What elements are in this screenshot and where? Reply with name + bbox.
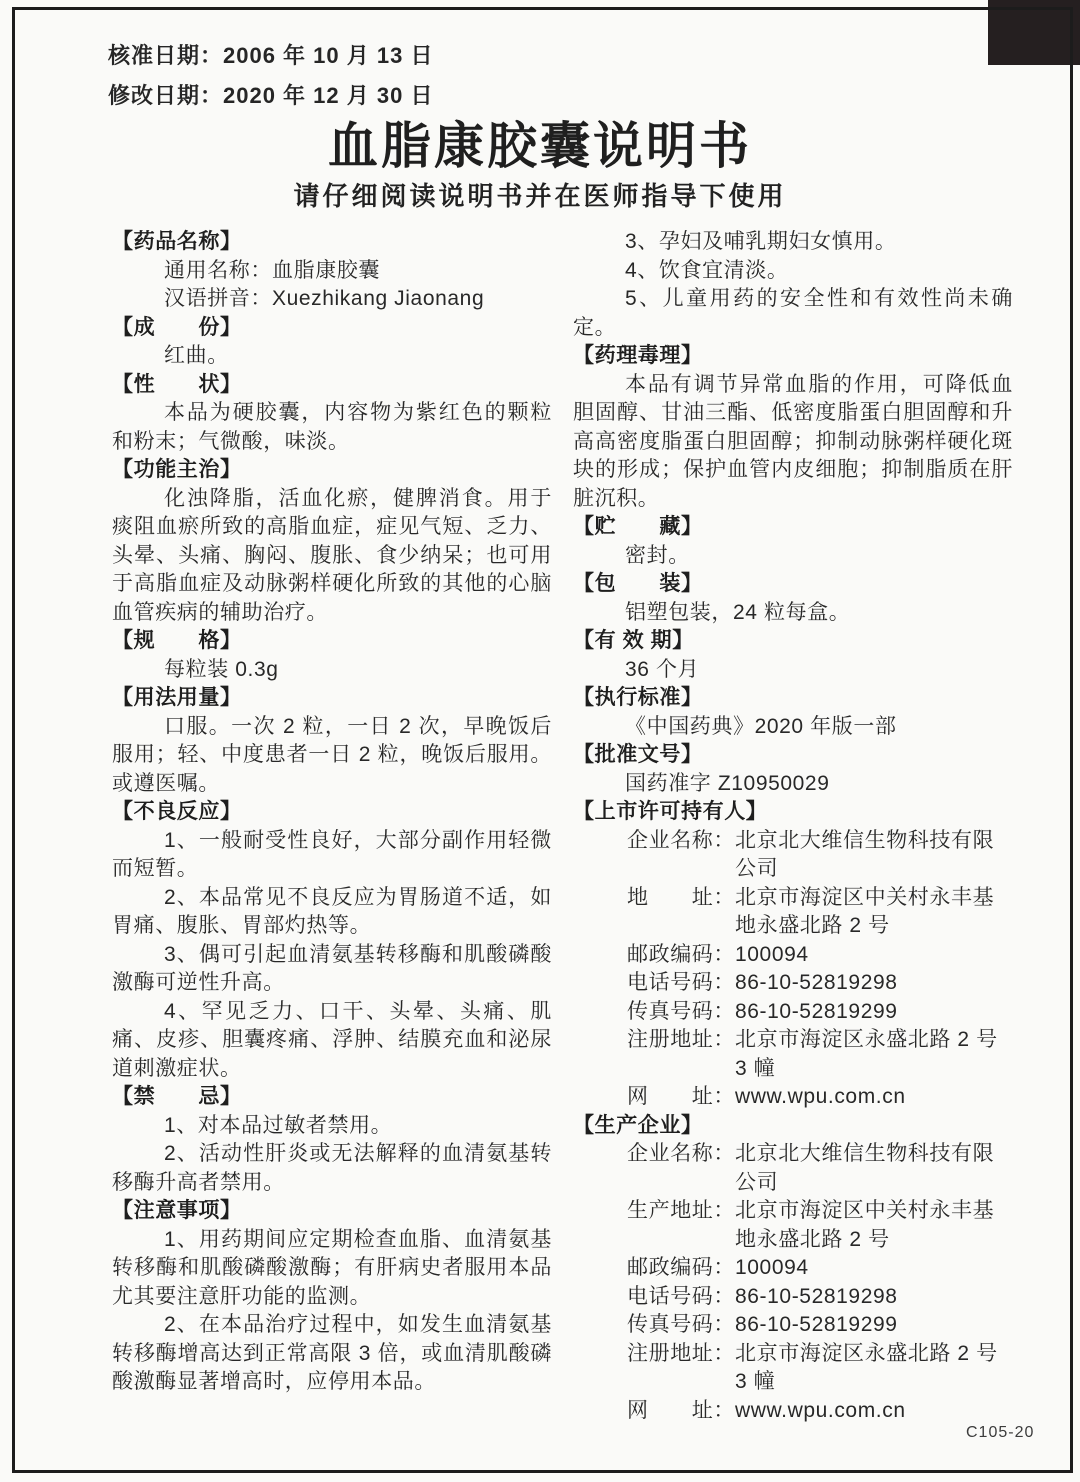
paragraph: 口服。一次 2 粒，一日 2 次，早晚饭后服用；轻、中度患者一日 2 粒，晚饭后服用。或遵医嘱。 — [112, 714, 552, 795]
field-row — [573, 998, 1013, 1027]
section-heading: 【包 装】 — [573, 572, 703, 595]
section-heading: 【贮 藏】 — [573, 515, 703, 538]
paragraph: 国药准字 Z10950029 — [625, 771, 830, 795]
field-label: 电话号码： — [627, 1284, 735, 1308]
section-heading: 【成 份】 — [112, 315, 242, 339]
paragraph: 红曲。 — [164, 344, 229, 367]
left-column — [112, 228, 552, 1397]
field-value: 北京市海淀区中关村永丰基地永盛北路 2 号 — [735, 885, 995, 937]
revision-date: 修改日期：2020 年 12 月 30 日 — [108, 83, 434, 108]
paragraph: 本品有调节异常血脂的作用，可降低血胆固醇、甘油三酯、低密度脂蛋白胆固醇和升高高密度脂蛋白胆固醇；抑制动脉粥样硬化斑块的形成；保护血管内皮细胞；抑制脂质在肝脏沉积。 — [573, 372, 1013, 510]
field-label: 邮政编码： — [627, 1256, 735, 1279]
field-row — [573, 1026, 1013, 1083]
leaflet-body — [112, 228, 1013, 1425]
field-value: 86-10-52819299 — [735, 1313, 898, 1336]
paragraph: 通用名称：血脂康胶囊 — [164, 258, 380, 282]
date-block — [108, 36, 433, 116]
field-row — [573, 969, 1013, 998]
field-value: 86-10-52819298 — [735, 971, 898, 994]
field-label: 生产地址： — [627, 1199, 735, 1222]
field-row — [573, 1254, 1013, 1283]
section-heading: 【上市许可持有人】 — [573, 800, 768, 823]
field-value: 100094 — [735, 1256, 809, 1279]
section-heading: 【药理毒理】 — [573, 344, 703, 367]
paragraph: 每粒装 0.3g — [164, 657, 279, 681]
field-label: 地 址： — [627, 885, 735, 909]
field-row — [573, 1340, 1013, 1397]
paragraph: 3、偶可引起血清氨基转移酶和肌酸磷酸激酶可逆性升高。 — [112, 942, 552, 994]
paragraph: 本品为硬胶囊，内容物为紫红色的颗粒和粉末；气微酸，味淡。 — [112, 401, 552, 453]
paragraph: 5、儿童用药的安全性和有效性尚未确定。 — [573, 287, 1013, 339]
section-heading: 【批准文号】 — [573, 743, 703, 766]
field-row — [573, 1140, 1013, 1197]
right-column — [573, 228, 1013, 1425]
section-heading: 【不良反应】 — [112, 800, 242, 823]
field-row — [573, 1283, 1013, 1312]
section-heading: 【生产企业】 — [573, 1113, 703, 1137]
field-row — [573, 884, 1013, 941]
field-label: 网 址： — [627, 1085, 735, 1108]
field-label: 网 址： — [627, 1398, 735, 1422]
paragraph: 1、一般耐受性良好，大部分副作用轻微而短暂。 — [112, 828, 552, 880]
field-row — [573, 941, 1013, 970]
field-label: 邮政编码： — [627, 942, 735, 966]
section-heading: 【用法用量】 — [112, 686, 242, 709]
paragraph: 4、饮食宜清淡。 — [625, 258, 789, 282]
field-label: 企业名称： — [627, 1142, 735, 1165]
section-heading: 【规 格】 — [112, 629, 242, 652]
paragraph: 4、罕见乏力、口干、头晕、头痛、肌痛、皮疹、胆囊疼痛、浮肿、结膜充血和泌尿道刺激症状。 — [112, 999, 552, 1080]
paragraph: 3、孕妇及哺乳期妇女慎用。 — [625, 230, 897, 253]
field-row — [573, 827, 1013, 884]
section-heading: 【执行标准】 — [573, 686, 703, 709]
paragraph: 2、活动性肝炎或无法解释的血清氨基转移酶升高者禁用。 — [112, 1142, 552, 1194]
field-value: 86-10-52819299 — [735, 999, 898, 1023]
field-value: 北京市海淀区永盛北路 2 号 3 幢 — [735, 1341, 998, 1393]
approval-date: 核准日期：2006 年 10 月 13 日 — [108, 43, 434, 68]
field-label: 传真号码： — [627, 1313, 735, 1336]
field-value: www.wpu.com.cn — [735, 1085, 906, 1108]
paragraph: 汉语拼音：Xuezhikang Jiaonang — [164, 287, 485, 310]
field-value: 北京北大维信生物科技有限公司 — [735, 828, 995, 880]
section-heading: 【性 状】 — [112, 372, 242, 396]
page-title: 血脂康胶囊说明书 — [328, 118, 752, 174]
field-row — [573, 1311, 1013, 1340]
document-code: C105-20 — [966, 1424, 1035, 1441]
field-label: 注册地址： — [627, 1028, 735, 1051]
field-value: www.wpu.com.cn — [735, 1398, 906, 1422]
field-value: 北京市海淀区中关村永丰基地永盛北路 2 号 — [735, 1199, 995, 1251]
field-value: 北京市海淀区永盛北路 2 号 3 幢 — [735, 1028, 998, 1080]
paragraph: 《中国药典》2020 年版一部 — [625, 714, 897, 738]
section-heading: 【有 效 期】 — [573, 629, 694, 652]
section-heading: 【药品名称】 — [112, 230, 242, 253]
field-row — [573, 1197, 1013, 1254]
paragraph: 1、用药期间应定期检查血脂、血清氨基转移酶和肌酸磷酸激酶；有肝病史者服用本品尤其要注意肝功能的监测。 — [112, 1227, 552, 1308]
field-value: 北京北大维信生物科技有限公司 — [735, 1142, 995, 1194]
field-label: 注册地址： — [627, 1341, 735, 1365]
paragraph: 36 个月 — [625, 657, 700, 681]
section-heading: 【功能主治】 — [112, 458, 242, 481]
paragraph: 2、在本品治疗过程中，如发生血清氨基转移酶增高达到正常高限 3 倍，或血清肌酸磷酸激酶显著增高时，应停用本品。 — [112, 1313, 552, 1393]
paragraph: 1、对本品过敏者禁用。 — [164, 1113, 393, 1137]
paragraph: 铝塑包装，24 粒每盒。 — [625, 600, 851, 624]
corner-mark — [988, 0, 1080, 65]
field-row — [573, 1083, 1013, 1112]
field-label: 企业名称： — [627, 828, 735, 852]
page-subtitle: 请仔细阅读说明书并在医师指导下使用 — [293, 181, 787, 211]
field-value: 86-10-52819298 — [735, 1284, 898, 1308]
field-label: 电话号码： — [627, 971, 735, 994]
field-label: 传真号码： — [627, 999, 735, 1023]
paragraph: 2、本品常见不良反应为胃肠道不适，如胃痛、腹胀、胃部灼热等。 — [112, 885, 552, 937]
field-value: 100094 — [735, 942, 809, 966]
field-row — [573, 1397, 1013, 1426]
paragraph: 密封。 — [625, 543, 690, 567]
section-heading: 【注意事项】 — [112, 1199, 242, 1222]
paragraph: 化浊降脂，活血化瘀，健脾消食。用于痰阻血瘀所致的高脂血症，症见气短、乏力、头晕、头痛、胸闷、腹胀、食少纳呆；也可用于高脂血症及动脉粥样硬化所致的其他的心脑血管疾病的辅助治疗。 — [112, 486, 552, 624]
section-heading: 【禁 忌】 — [112, 1085, 242, 1108]
